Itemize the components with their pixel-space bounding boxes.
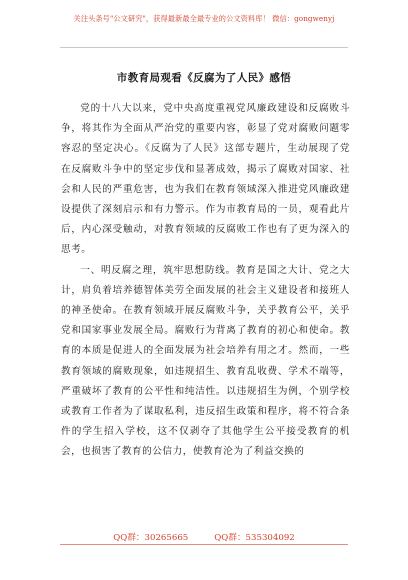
header-banner: 关注头条号"公文研究"，获得最新最全最专业的公文资料库！ 微信：gongwenyj (73, 14, 335, 23)
footer-divider (60, 544, 348, 545)
paragraph: 党的十八大以来，党中央高度重视党风廉政建设和反腐败斗争，将其作为全面从严治党的重要内容，彰显了党对腐败问题零容忍的坚定决心。《反腐为了人民》这部专题片，生动展现了党在反腐败斗争中的坚定步伐和显著成效，揭示了腐败对国家、社会和人民的严重危害，也为我们在教育领域深入推进党风廉政建设提供了深刻启示和有力警示。作为市教育局的一员，观看此片后，内心深受触动，对教育领域的反腐败工作也有了更为深入的思考。 (61, 103, 350, 256)
footer-qq-group-1: QQ群：30265665 (113, 533, 189, 543)
footer-contact (0, 531, 408, 543)
footer-qq-group-2: QQ群：535304092 (214, 533, 295, 543)
paragraph: 一、明反腐之理，筑牢思想防线。教育是国之大计、党之大计，肩负着培养德智体美劳全面发展的社会主义建设者和接班人的神圣使命。在教育领域开展反腐败斗争，关乎教育公平，关乎党和国家事业发展全局。腐败行为背离了教育的初心和使命。教育的本质是促进人的全面发展为社会培养有用之才。然而，一些教育领域的腐败现象，如违规招生、教育乱收费、学术不端等，严重破坏了教育的公平性和纯洁性。以违规招生为例，个别学校或教育工作者为了谋取私利，违反招生政策和程序，将不符合条件的学生招入学校，这不仅剥夺了其他学生公平接受教育的机会，也损害了教育的公信力，使教育沦为了利益交换的 (61, 264, 350, 458)
document-body (61, 99, 350, 463)
header-divider (60, 47, 348, 48)
document-title: 市教育局观看《反腐为了人民》感悟 (116, 72, 292, 84)
